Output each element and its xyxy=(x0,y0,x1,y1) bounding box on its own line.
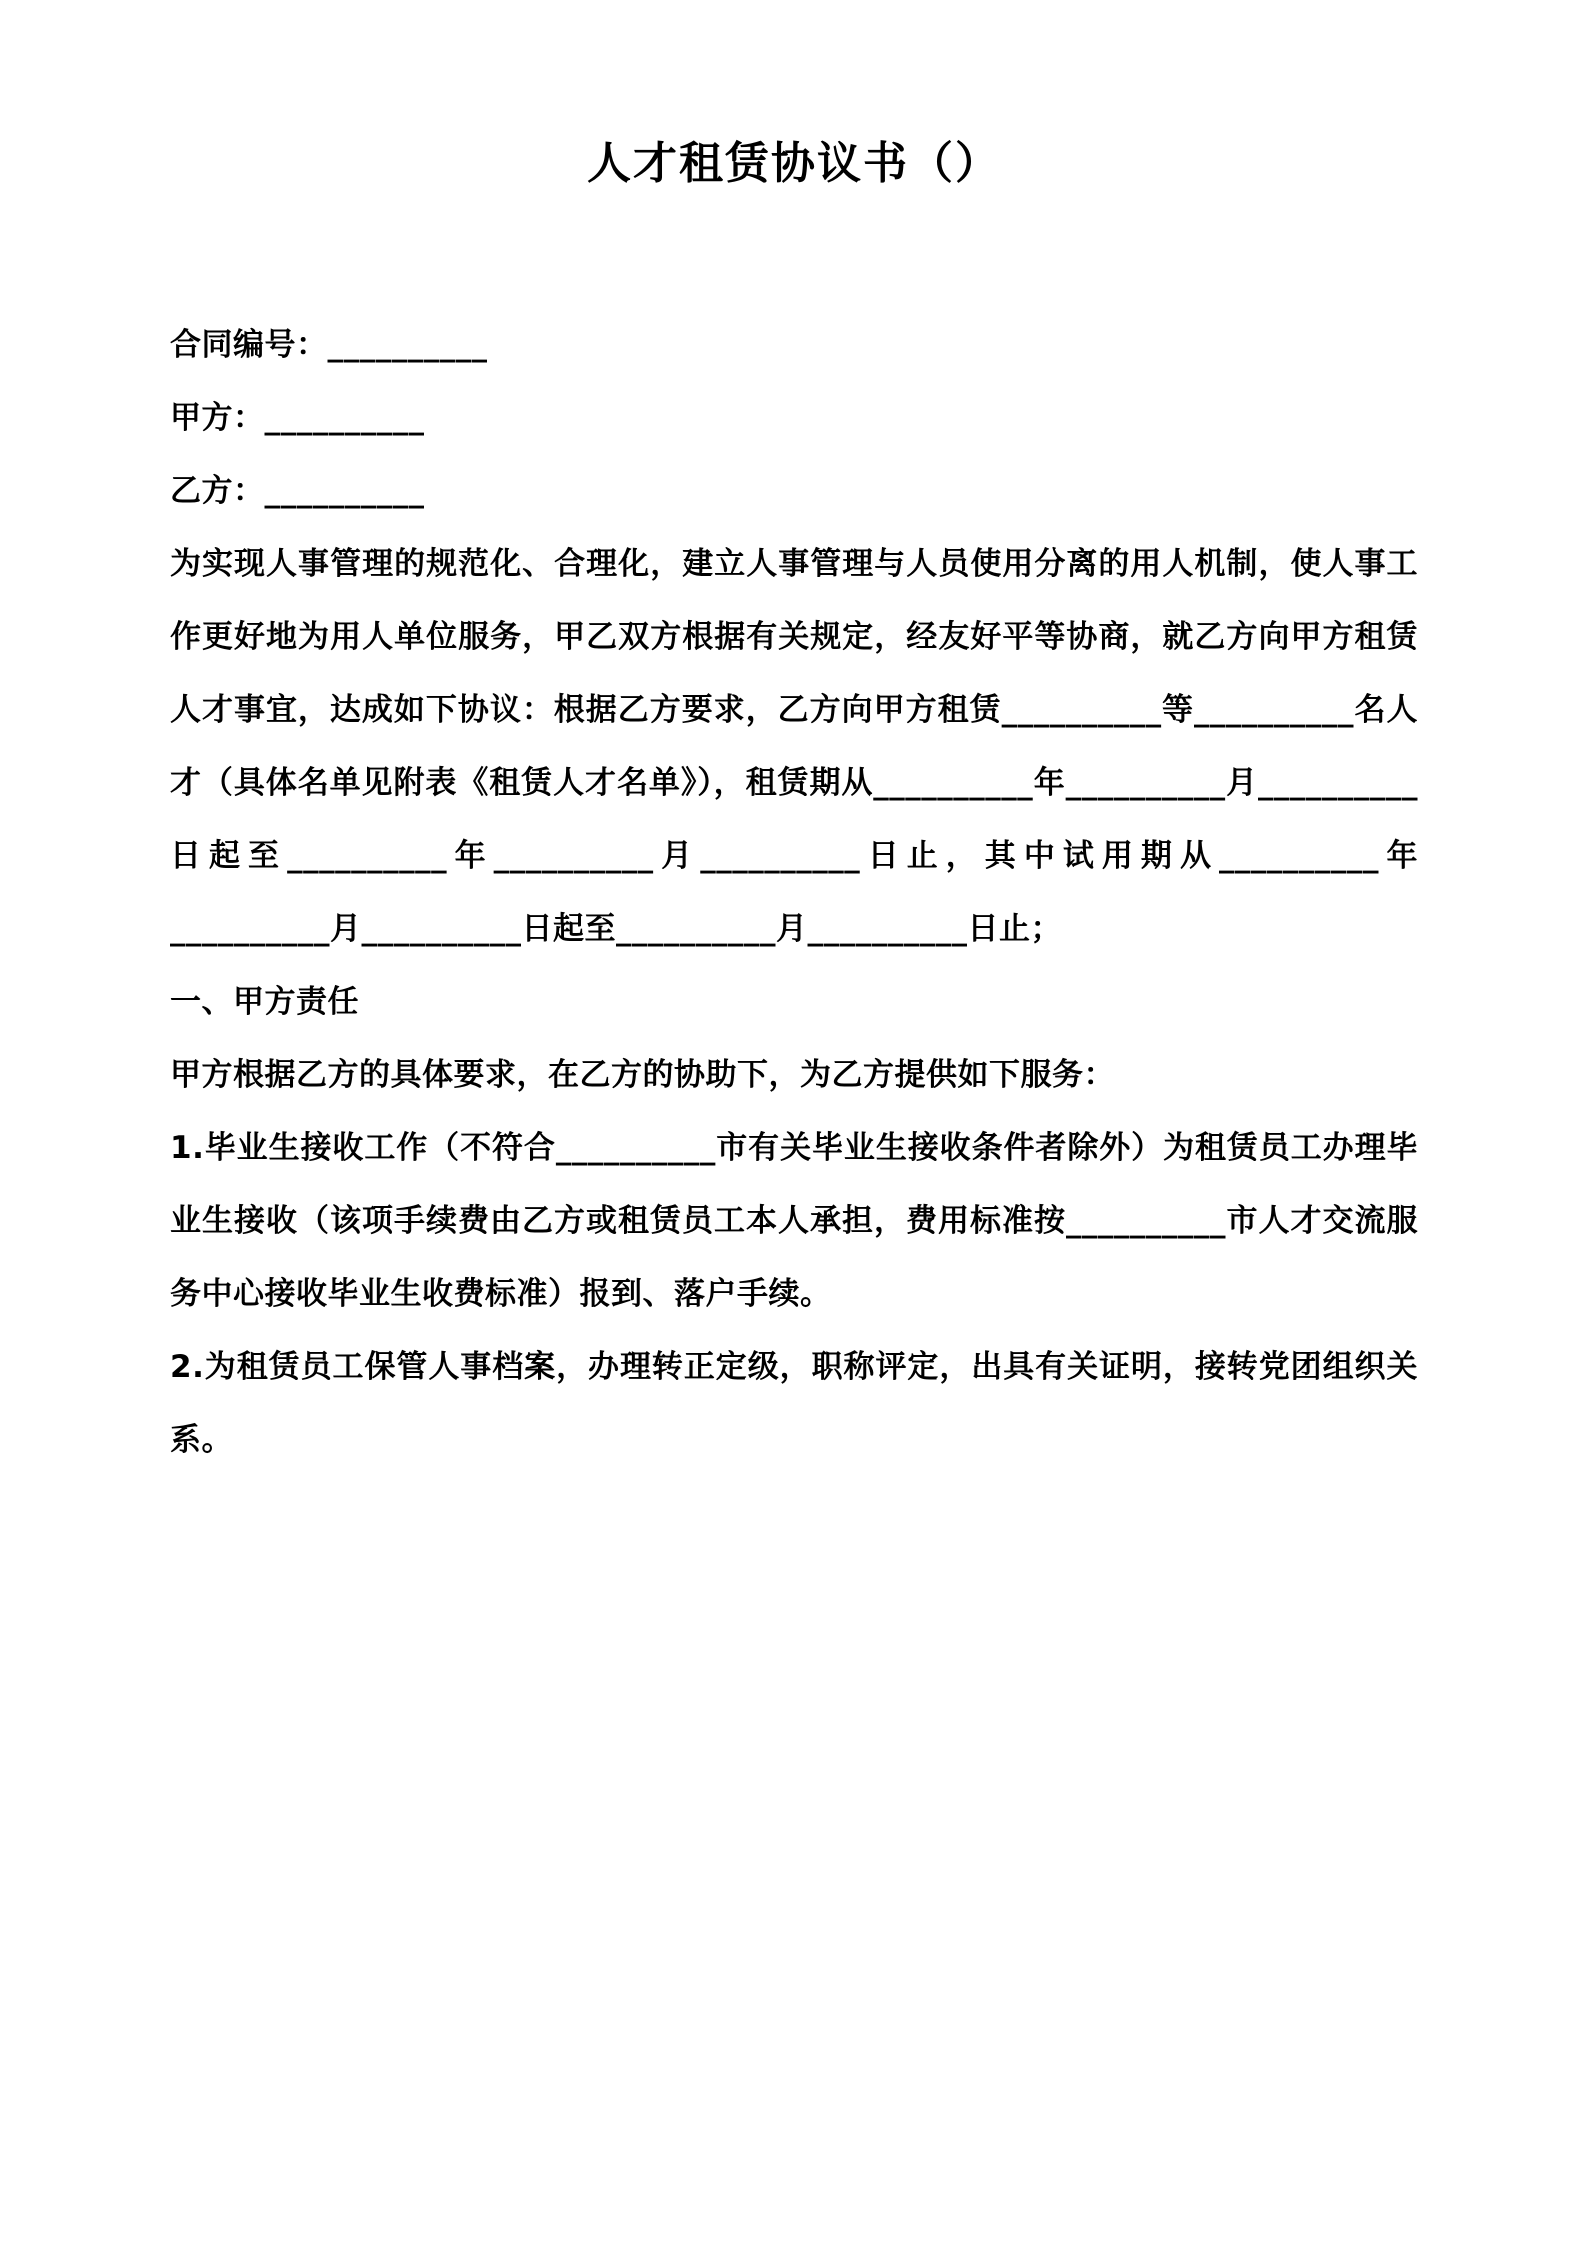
section-one-heading: 一、甲方责任 xyxy=(170,983,359,1020)
document-body xyxy=(170,309,1418,1477)
party-b-line: 乙方：__________ xyxy=(170,472,425,509)
document-title: 人才租赁协议书（） xyxy=(587,138,1001,189)
section-one-intro: 甲方根据乙方的具体要求，在乙方的协助下，为乙方提供如下服务： xyxy=(170,1056,1115,1093)
clause-2-paragraph: 2.为租赁员工保管人事档案，办理转正定级，职称评定，出具有关证明，接转党团组织关系。 xyxy=(170,1348,1418,1458)
preamble-paragraph: 为实现人事管理的规范化、合理化，建立人事管理与人员使用分离的用人机制，使人事工作更好地为用人单位服务，甲乙双方根据有关规定，经友好平等协商，就乙方向甲方租赁人才事宜，达成如下协议：根据乙方要求，乙方向甲方租赁__________等__________名人才（具体名单见附表《租赁人才名单》），租赁期从__________年__________月__________日起至__________年__________月__________日止，其中试用期从__________年__________月__________日起至__________月__________日止； xyxy=(170,545,1418,947)
clause-1-paragraph: 1.毕业生接收工作（不符合__________市有关毕业生接收条件者除外）为租赁员工办理毕业生接收（该项手续费由乙方或租赁员工本人承担，费用标准按__________市人才交流服务中心接收毕业生收费标准）报到、落户手续。 xyxy=(170,1129,1418,1312)
contract-number-line: 合同编号：__________ xyxy=(170,326,488,363)
party-a-line: 甲方：__________ xyxy=(170,399,425,436)
